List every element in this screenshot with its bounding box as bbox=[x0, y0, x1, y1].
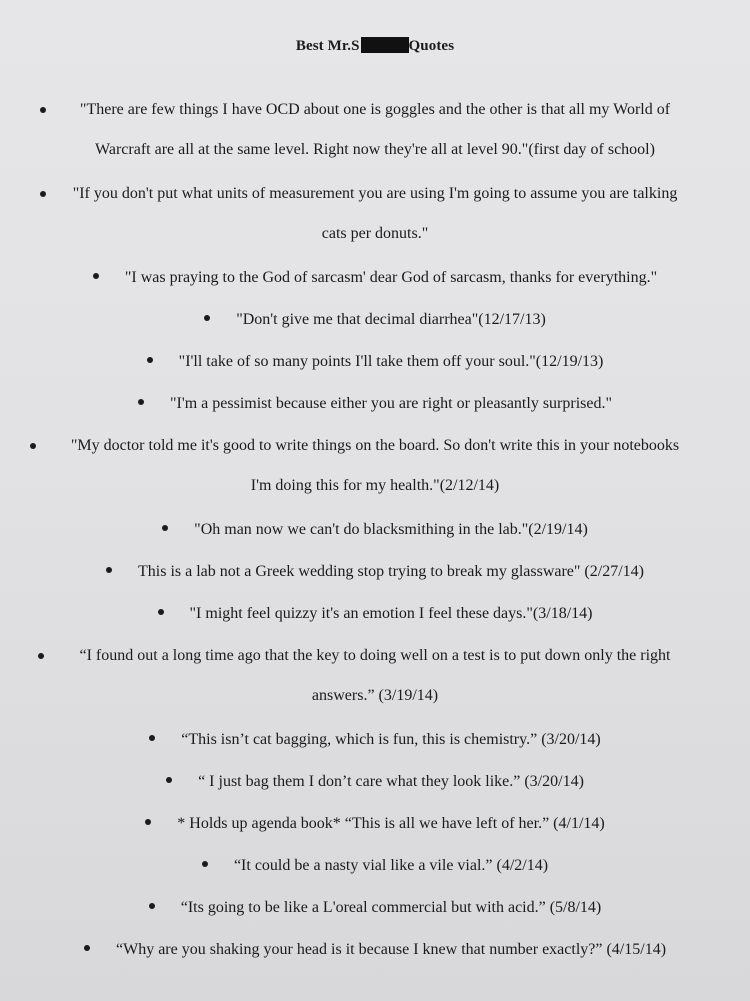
quote-text: “ I just bag them I don’t care what they look like.” (3/20/14) bbox=[198, 773, 584, 790]
list-item bbox=[0, 174, 750, 258]
list-item bbox=[0, 720, 750, 762]
quote-text: “Why are you shaking your head is it because I knew that number exactly?” (4/15/14) bbox=[115, 941, 667, 958]
quote-text: "I might feel quizzy it's an emotion I feel these days."(3/18/14) bbox=[189, 605, 593, 622]
bullet-icon bbox=[93, 273, 99, 279]
bullet-icon bbox=[30, 443, 36, 449]
quote-text: “I found out a long time ago that the key to doing well on a test is to put down only the right answers.” (3/19/14) bbox=[79, 647, 671, 704]
list-item bbox=[0, 426, 750, 510]
bullet-icon bbox=[38, 653, 44, 659]
quote-text: "If you don't put what units of measurement you are using I'm going to assume you are talking cats per donuts." bbox=[72, 185, 678, 242]
quote-text: "There are few things I have OCD about one is goggles and the other is that all my World of Warcraft are all at the same level. Right now they're all at level 90."(first day of school) bbox=[79, 101, 671, 158]
quote-list bbox=[0, 90, 750, 972]
quote-text: "Don't give me that decimal diarrhea"(12/17/13) bbox=[236, 311, 546, 328]
bullet-icon bbox=[204, 315, 210, 321]
list-item bbox=[0, 762, 750, 804]
quote-text: “It could be a nasty vial like a vile vial.” (4/2/14) bbox=[233, 857, 549, 874]
list-item bbox=[0, 510, 750, 552]
quote-text: "I was praying to the God of sarcasm' dear God of sarcasm, thanks for everything." bbox=[124, 269, 658, 286]
list-item bbox=[0, 90, 750, 174]
list-item bbox=[0, 258, 750, 300]
list-item bbox=[0, 594, 750, 636]
bullet-icon bbox=[40, 107, 46, 113]
list-item bbox=[0, 552, 750, 594]
bullet-icon bbox=[138, 399, 144, 405]
list-item bbox=[0, 384, 750, 426]
quote-text: "Oh man now we can't do blacksmithing in the lab."(2/19/14) bbox=[194, 521, 588, 538]
quote-text: “This isn’t cat bagging, which is fun, this is chemistry.” (3/20/14) bbox=[181, 731, 601, 748]
list-item bbox=[0, 804, 750, 846]
bullet-icon bbox=[202, 861, 208, 867]
quote-text: "My doctor told me it's good to write things on the board. So don't write this in your notebooks I'm doing this for my health."(2/12/14) bbox=[70, 437, 680, 494]
bullet-icon bbox=[149, 903, 155, 909]
quote-text: "I'll take of so many points I'll take them off your soul."(12/19/13) bbox=[178, 353, 604, 370]
quote-text: This is a lab not a Greek wedding stop trying to break my glassware" (2/27/14) bbox=[138, 563, 644, 580]
bullet-icon bbox=[158, 609, 164, 615]
bullet-icon bbox=[40, 191, 46, 197]
list-item bbox=[0, 888, 750, 930]
list-item bbox=[0, 846, 750, 888]
bullet-icon bbox=[106, 567, 112, 573]
list-item bbox=[0, 342, 750, 384]
quote-text: * Holds up agenda book* “This is all we have left of her.” (4/1/14) bbox=[177, 815, 605, 832]
bullet-icon bbox=[84, 945, 90, 951]
title-prefix: Best Mr.S bbox=[295, 38, 360, 54]
page-title bbox=[0, 37, 750, 55]
bullet-icon bbox=[166, 777, 172, 783]
bullet-icon bbox=[149, 735, 155, 741]
quote-text: "I'm a pessimist because either you are right or pleasantly surprised." bbox=[169, 395, 613, 412]
list-item bbox=[0, 636, 750, 720]
redaction-bar bbox=[361, 37, 409, 53]
bullet-icon bbox=[162, 525, 168, 531]
quote-text: “Its going to be like a L'oreal commercial but with acid.” (5/8/14) bbox=[180, 899, 602, 916]
title-suffix: Quotes bbox=[408, 38, 455, 54]
bullet-icon bbox=[145, 819, 151, 825]
list-item bbox=[0, 930, 750, 972]
list-item bbox=[0, 300, 750, 342]
bullet-icon bbox=[147, 357, 153, 363]
